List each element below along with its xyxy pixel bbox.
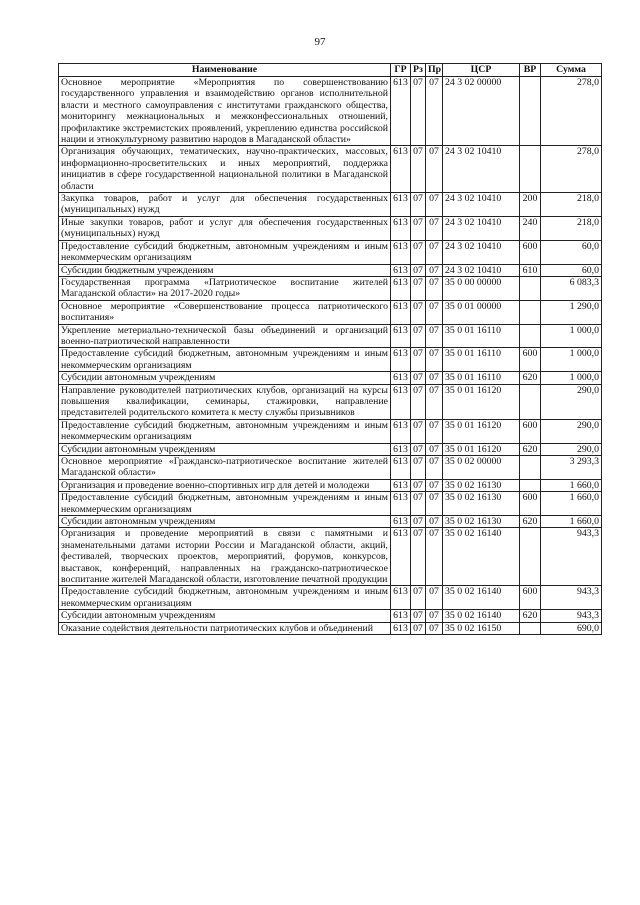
cell-name: Субсидии автономным учреждениям	[59, 516, 391, 528]
cell-sum: 1 660,0	[541, 492, 602, 516]
cell-pr: 07	[426, 348, 443, 372]
cell-csr: 24 3 02 10410	[443, 146, 520, 193]
cell-name: Организация обучающих, тематических, научно-практических, массовых, информационно-просветительских и иных мероприятий, поддержка инициатив в сфере государственной национальной политики в Магаданской области	[59, 146, 391, 193]
table-row	[59, 372, 602, 384]
cell-csr: 35 0 01 16110	[443, 348, 520, 372]
cell-rz: 07	[411, 372, 426, 384]
cell-csr: 35 0 02 16140	[443, 610, 520, 622]
cell-csr: 35 0 02 00000	[443, 456, 520, 480]
cell-pr: 07	[426, 300, 443, 324]
cell-name: Оказание содействия деятельности патриотических клубов и объединений	[59, 622, 391, 634]
table-row	[59, 264, 602, 276]
cell-name: Иные закупки товаров, работ и услуг для обеспечения государственных (муниципальных) нужд	[59, 216, 391, 240]
cell-pr: 07	[426, 146, 443, 193]
table-row	[59, 216, 602, 240]
cell-csr: 35 0 02 16140	[443, 586, 520, 610]
header-csr: ЦСР	[443, 64, 520, 77]
cell-vr	[520, 384, 541, 419]
cell-sum: 278,0	[541, 77, 602, 146]
cell-gr: 613	[391, 492, 411, 516]
cell-gr: 613	[391, 264, 411, 276]
cell-name: Предоставление субсидий бюджетным, автономным учреждениям и иным некоммерческим организациям	[59, 492, 391, 516]
cell-name: Субсидии автономным учреждениям	[59, 443, 391, 455]
cell-csr: 35 0 01 00000	[443, 300, 520, 324]
header-pr: Пр	[426, 64, 443, 77]
cell-csr: 35 0 01 16110	[443, 324, 520, 348]
cell-sum: 1 000,0	[541, 348, 602, 372]
table-row	[59, 586, 602, 610]
cell-vr: 620	[520, 610, 541, 622]
cell-pr: 07	[426, 492, 443, 516]
cell-vr	[520, 300, 541, 324]
table-row	[59, 419, 602, 443]
cell-rz: 07	[411, 479, 426, 491]
cell-csr: 35 0 02 16130	[443, 492, 520, 516]
table-row	[59, 240, 602, 264]
cell-rz: 07	[411, 300, 426, 324]
cell-pr: 07	[426, 528, 443, 586]
cell-rz: 07	[411, 492, 426, 516]
cell-rz: 07	[411, 622, 426, 634]
table-row	[59, 193, 602, 217]
table-row	[59, 516, 602, 528]
cell-sum: 60,0	[541, 264, 602, 276]
cell-rz: 07	[411, 443, 426, 455]
cell-gr: 613	[391, 240, 411, 264]
cell-vr: 620	[520, 443, 541, 455]
cell-sum: 943,3	[541, 528, 602, 586]
cell-rz: 07	[411, 264, 426, 276]
cell-pr: 07	[426, 240, 443, 264]
cell-pr: 07	[426, 516, 443, 528]
cell-gr: 613	[391, 516, 411, 528]
cell-rz: 07	[411, 610, 426, 622]
cell-csr: 35 0 01 16120	[443, 384, 520, 419]
cell-name: Предоставление субсидий бюджетным, автономным учреждениям и иным некоммерческим организациям	[59, 419, 391, 443]
cell-gr: 613	[391, 372, 411, 384]
table-header-row	[59, 64, 602, 77]
header-rz: Рз	[411, 64, 426, 77]
cell-sum: 290,0	[541, 384, 602, 419]
cell-sum: 278,0	[541, 146, 602, 193]
cell-pr: 07	[426, 193, 443, 217]
table-row	[59, 443, 602, 455]
table-row	[59, 384, 602, 419]
cell-rz: 07	[411, 240, 426, 264]
cell-csr: 35 0 02 16130	[443, 479, 520, 491]
cell-pr: 07	[426, 443, 443, 455]
cell-name: Основное мероприятие «Гражданско-патриотическое воспитание жителей Магаданской области»	[59, 456, 391, 480]
table-row	[59, 610, 602, 622]
cell-vr: 620	[520, 372, 541, 384]
cell-gr: 613	[391, 622, 411, 634]
cell-gr: 613	[391, 384, 411, 419]
cell-rz: 07	[411, 276, 426, 300]
cell-vr: 600	[520, 492, 541, 516]
cell-pr: 07	[426, 276, 443, 300]
table-row	[59, 492, 602, 516]
cell-name: Основное мероприятие «Мероприятия по совершенствованию государственного управления и взаимодействию органов исполнительной власти и местного самоуправления с институтами гражданского общества, мониторингу межнациональных и межконфессиональных отношений, профилактике экстремистских проявлений, укреплению единства российской нации и этнокультурному развитию народов в Магаданской области»	[59, 77, 391, 146]
table-row	[59, 348, 602, 372]
cell-pr: 07	[426, 77, 443, 146]
cell-sum: 943,3	[541, 586, 602, 610]
table-row	[59, 276, 602, 300]
cell-vr: 200	[520, 193, 541, 217]
table-row	[59, 77, 602, 146]
table-row	[59, 528, 602, 586]
cell-name: Субсидии автономным учреждениям	[59, 610, 391, 622]
table-row	[59, 146, 602, 193]
cell-vr: 600	[520, 586, 541, 610]
cell-pr: 07	[426, 216, 443, 240]
table-row	[59, 456, 602, 480]
cell-vr: 620	[520, 516, 541, 528]
cell-vr: 600	[520, 419, 541, 443]
cell-vr	[520, 456, 541, 480]
cell-gr: 613	[391, 479, 411, 491]
cell-rz: 07	[411, 77, 426, 146]
cell-name: Организация и проведение военно-спортивных игр для детей и молодежи	[59, 479, 391, 491]
cell-csr: 35 0 01 16120	[443, 419, 520, 443]
cell-gr: 613	[391, 456, 411, 480]
cell-name: Организация и проведение мероприятий в связи с памятными и знаменательными датами истории России и Магаданской области, акций, фестивалей, творческих проектов, мероприятий, форумов, конкурсов, выставок, конференций, направленных на гражданско-патриотическое воспитание жителей Магаданской области, изготовление печатной продукции	[59, 528, 391, 586]
cell-rz: 07	[411, 348, 426, 372]
cell-csr: 35 0 02 16130	[443, 516, 520, 528]
cell-gr: 613	[391, 276, 411, 300]
cell-csr: 35 0 02 16140	[443, 528, 520, 586]
header-sum: Сумма	[541, 64, 602, 77]
cell-rz: 07	[411, 419, 426, 443]
cell-gr: 613	[391, 216, 411, 240]
cell-name: Укрепление метериально-технической базы объединений и организаций военно-патриотической направленности	[59, 324, 391, 348]
header-gr: ГР	[391, 64, 411, 77]
cell-name: Субсидии автономным учреждениям	[59, 372, 391, 384]
cell-pr: 07	[426, 610, 443, 622]
cell-sum: 690,0	[541, 622, 602, 634]
cell-name: Предоставление субсидий бюджетным, автономным учреждениям и иным некоммерческим организациям	[59, 348, 391, 372]
table-row	[59, 479, 602, 491]
cell-rz: 07	[411, 456, 426, 480]
cell-csr: 35 0 00 00000	[443, 276, 520, 300]
cell-sum: 290,0	[541, 443, 602, 455]
cell-vr	[520, 528, 541, 586]
cell-sum: 1 660,0	[541, 516, 602, 528]
cell-name: Субсидии бюджетным учреждениям	[59, 264, 391, 276]
header-vr: ВР	[520, 64, 541, 77]
cell-pr: 07	[426, 622, 443, 634]
cell-vr	[520, 479, 541, 491]
cell-sum: 1 000,0	[541, 372, 602, 384]
cell-sum: 6 083,3	[541, 276, 602, 300]
cell-gr: 613	[391, 443, 411, 455]
cell-rz: 07	[411, 528, 426, 586]
cell-pr: 07	[426, 479, 443, 491]
cell-csr: 24 3 02 10410	[443, 240, 520, 264]
cell-sum: 60,0	[541, 240, 602, 264]
cell-vr: 240	[520, 216, 541, 240]
cell-vr	[520, 622, 541, 634]
cell-sum: 1 660,0	[541, 479, 602, 491]
cell-vr: 600	[520, 348, 541, 372]
cell-rz: 07	[411, 516, 426, 528]
page-number: 97	[314, 36, 326, 48]
cell-gr: 613	[391, 586, 411, 610]
cell-vr	[520, 146, 541, 193]
cell-csr: 35 0 02 16150	[443, 622, 520, 634]
cell-name: Предоставление субсидий бюджетным, автономным учреждениям и иным некоммерческим организациям	[59, 240, 391, 264]
cell-csr: 35 0 01 16110	[443, 372, 520, 384]
table-row	[59, 622, 602, 634]
cell-sum: 218,0	[541, 216, 602, 240]
cell-name: Закупка товаров, работ и услуг для обеспечения государственных (муниципальных) нужд	[59, 193, 391, 217]
cell-csr: 35 0 01 16120	[443, 443, 520, 455]
cell-name: Государственная программа «Патриотическое воспитание жителей Магаданской области» на 2017-2020 годы»	[59, 276, 391, 300]
cell-sum: 3 293,3	[541, 456, 602, 480]
cell-csr: 24 3 02 10410	[443, 264, 520, 276]
cell-name: Направление руководителей патриотических клубов, организаций на курсы повышения квалификации, семинары, стажировки, направление представителей родительского комитета к месту службы призывников	[59, 384, 391, 419]
cell-gr: 613	[391, 419, 411, 443]
cell-name: Основное мероприятие «Совершенствование процесса патриотического воспитания»	[59, 300, 391, 324]
cell-gr: 613	[391, 324, 411, 348]
cell-rz: 07	[411, 146, 426, 193]
cell-rz: 07	[411, 193, 426, 217]
cell-vr	[520, 324, 541, 348]
cell-gr: 613	[391, 146, 411, 193]
cell-sum: 218,0	[541, 193, 602, 217]
cell-gr: 613	[391, 193, 411, 217]
cell-rz: 07	[411, 384, 426, 419]
cell-pr: 07	[426, 372, 443, 384]
cell-pr: 07	[426, 264, 443, 276]
budget-table	[58, 63, 602, 635]
header-name: Наименование	[59, 64, 391, 77]
cell-vr	[520, 276, 541, 300]
table-row	[59, 324, 602, 348]
cell-pr: 07	[426, 456, 443, 480]
cell-pr: 07	[426, 419, 443, 443]
cell-pr: 07	[426, 324, 443, 348]
cell-sum: 1 000,0	[541, 324, 602, 348]
cell-gr: 613	[391, 300, 411, 324]
cell-rz: 07	[411, 586, 426, 610]
table-row	[59, 300, 602, 324]
cell-gr: 613	[391, 528, 411, 586]
cell-sum: 290,0	[541, 419, 602, 443]
cell-sum: 1 290,0	[541, 300, 602, 324]
cell-pr: 07	[426, 384, 443, 419]
cell-csr: 24 3 02 10410	[443, 193, 520, 217]
cell-rz: 07	[411, 324, 426, 348]
cell-rz: 07	[411, 216, 426, 240]
cell-vr: 610	[520, 264, 541, 276]
cell-gr: 613	[391, 610, 411, 622]
cell-name: Предоставление субсидий бюджетным, автономным учреждениям и иным некоммерческим организациям	[59, 586, 391, 610]
cell-csr: 24 3 02 00000	[443, 77, 520, 146]
cell-vr: 600	[520, 240, 541, 264]
cell-gr: 613	[391, 348, 411, 372]
cell-sum: 943,3	[541, 610, 602, 622]
cell-csr: 24 3 02 10410	[443, 216, 520, 240]
cell-vr	[520, 77, 541, 146]
cell-gr: 613	[391, 77, 411, 146]
cell-pr: 07	[426, 586, 443, 610]
